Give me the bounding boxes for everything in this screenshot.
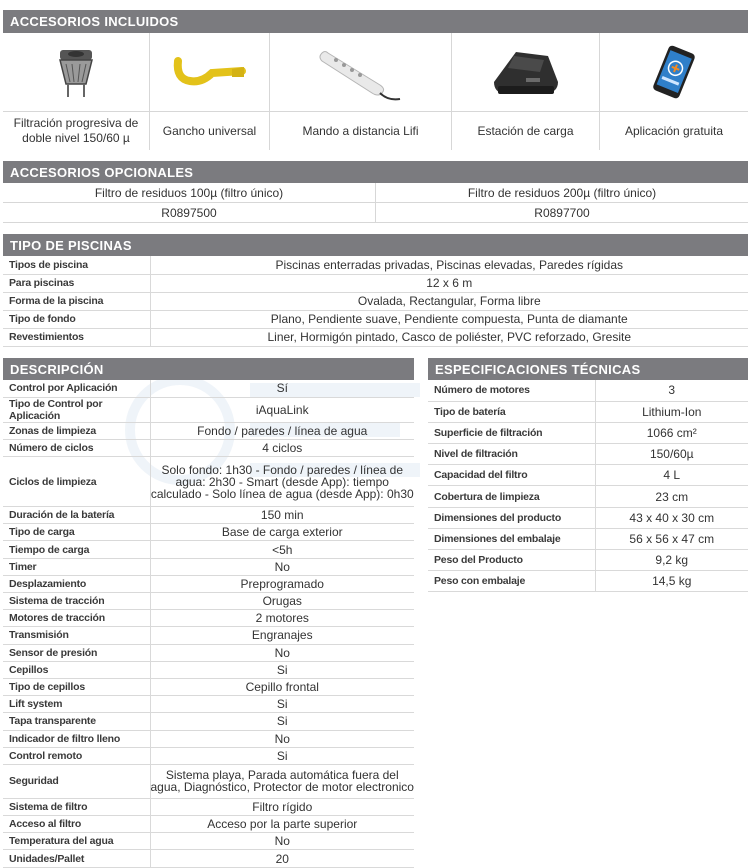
spec-row (3, 397, 414, 422)
spec-label: Duración de la batería (3, 507, 150, 524)
accessory-remote (270, 33, 452, 150)
spec-value: Lithium-Ion (595, 401, 748, 422)
spec-row (3, 696, 414, 713)
spec-value: 3 (595, 380, 748, 401)
spec-value: 1066 cm² (595, 422, 748, 443)
spec-value: Filtro rígido (150, 798, 414, 815)
spec-value: Fondo / paredes / línea de agua (150, 422, 414, 439)
technical-specs-header: ESPECIFICACIONES TÉCNICAS (428, 358, 748, 380)
spec-label: Tipo de carga (3, 524, 150, 541)
spec-row (3, 439, 414, 456)
spec-row (3, 713, 414, 730)
spec-value: Engranajes (150, 627, 414, 644)
spec-row (3, 524, 414, 541)
spec-label: Tipo de fondo (3, 310, 150, 328)
spec-row (3, 558, 414, 575)
spec-label: Tipo de cepillos (3, 678, 150, 695)
spec-value: 23 cm (595, 486, 748, 507)
spec-value: Si (150, 747, 414, 764)
spec-value: 43 x 40 x 30 cm (595, 507, 748, 528)
spec-value: Si (150, 713, 414, 730)
spec-row (428, 444, 748, 465)
spec-row (3, 816, 414, 833)
spec-row (428, 507, 748, 528)
spec-label: Revestimientos (3, 328, 150, 346)
spec-row (3, 310, 748, 328)
spec-value: 150 min (150, 507, 414, 524)
spec-label: Motores de tracción (3, 610, 150, 627)
spec-value: Si (150, 696, 414, 713)
spec-row (3, 627, 414, 644)
spec-row (3, 730, 414, 747)
accessory-app (600, 33, 748, 150)
spec-label: Transmisión (3, 627, 150, 644)
spec-label: Tapa transparente (3, 713, 150, 730)
spec-row (428, 465, 748, 486)
spec-label: Tipo de batería (428, 401, 595, 422)
included-accessories-header: ACCESORIOS INCLUIDOS (3, 10, 748, 33)
spec-value: iAquaLink (150, 397, 414, 422)
spec-row (3, 541, 414, 558)
spec-label: Desplazamiento (3, 575, 150, 592)
spec-row (3, 850, 414, 867)
spec-row (3, 593, 414, 610)
spec-row (3, 661, 414, 678)
spec-value: 4 ciclos (150, 439, 414, 456)
spec-label: Indicador de filtro lleno (3, 730, 150, 747)
accessory-label: Mando a distancia Lifi (302, 123, 419, 138)
spec-row (428, 422, 748, 443)
technical-specs-table (428, 380, 748, 592)
spec-label: Dimensiones del embalaje (428, 528, 595, 549)
remote-control-icon (270, 33, 451, 112)
spec-row (3, 422, 414, 439)
optional-item-name: Filtro de residuos 100µ (filtro único) (3, 183, 376, 202)
spec-value: Sí (150, 380, 414, 397)
spec-label: Forma de la piscina (3, 292, 150, 310)
spec-label: Número de motores (428, 380, 595, 401)
spec-label: Peso con embalaje (428, 571, 595, 592)
spec-label: Zonas de limpieza (3, 422, 150, 439)
optional-refs-row (3, 203, 748, 223)
optional-accessories-header: ACCESORIOS OPCIONALES (3, 161, 748, 183)
spec-value: Preprogramado (150, 575, 414, 592)
spec-row (3, 747, 414, 764)
spec-label: Timer (3, 558, 150, 575)
hook-icon (150, 33, 269, 112)
spec-label: Capacidad del filtro (428, 465, 595, 486)
spec-value: 20 (150, 850, 414, 867)
accessory-charging-station (452, 33, 600, 150)
spec-label: Sistema de filtro (3, 798, 150, 815)
accessory-label: Estación de carga (477, 123, 574, 138)
spec-label: Ciclos de limpieza (3, 457, 150, 507)
spec-value: No (150, 833, 414, 850)
spec-row (3, 274, 748, 292)
spec-row (3, 644, 414, 661)
spec-row (3, 328, 748, 346)
spec-value: 9,2 kg (595, 550, 748, 571)
spec-value: Si (150, 661, 414, 678)
spec-value: 12 x 6 m (150, 274, 748, 292)
spec-row (3, 678, 414, 695)
accessory-filter (3, 33, 150, 150)
spec-value: 150/60µ (595, 444, 748, 465)
spec-value: No (150, 644, 414, 661)
spec-value: Base de carga exterior (150, 524, 414, 541)
accessory-label: Gancho universal (162, 123, 257, 138)
spec-row (3, 610, 414, 627)
spec-row (3, 798, 414, 815)
spec-row (3, 507, 414, 524)
spec-row (3, 457, 414, 507)
optional-item-name: Filtro de residuos 200µ (filtro único) (467, 185, 657, 200)
spec-label: Sensor de presión (3, 644, 150, 661)
spec-label: Lift system (3, 696, 150, 713)
spec-row (3, 256, 748, 274)
spec-label: Número de ciclos (3, 439, 150, 456)
spec-label: Nivel de filtración (428, 444, 595, 465)
spec-row (428, 571, 748, 592)
spec-value: 56 x 56 x 47 cm (595, 528, 748, 549)
spec-label: Dimensiones del producto (428, 507, 595, 528)
optional-accessories-table (3, 183, 748, 223)
optional-item-ref: R0897700 (534, 205, 590, 220)
spec-value: Acceso por la parte superior (150, 816, 414, 833)
spec-label: Cobertura de limpieza (428, 486, 595, 507)
included-accessories-grid (3, 33, 748, 150)
charging-station-icon (452, 33, 599, 112)
spec-value: Liner, Hormigón pintado, Casco de poliéster, PVC reforzado, Gresite (150, 328, 748, 346)
spec-row (428, 528, 748, 549)
spec-row (3, 764, 414, 798)
spec-value: No (150, 558, 414, 575)
spec-row (428, 401, 748, 422)
spec-value: Orugas (150, 593, 414, 610)
spec-label: Unidades/Pallet (3, 850, 150, 867)
spec-value: No (150, 730, 414, 747)
spec-label: Temperatura del agua (3, 833, 150, 850)
filter-basket-icon (3, 33, 149, 112)
description-header: DESCRIPCIÓN (3, 358, 414, 380)
accessory-label: Filtración progresiva de doble nivel 150/60 µ (13, 116, 139, 145)
spec-label: Acceso al filtro (3, 816, 150, 833)
description-table (3, 380, 414, 868)
spec-label: Cepillos (3, 661, 150, 678)
spec-label: Tipo de Control por Aplicación (3, 397, 150, 422)
spec-value: 4 L (595, 465, 748, 486)
pool-type-header: TIPO DE PISCINAS (3, 234, 748, 256)
spec-value: <5h (150, 541, 414, 558)
spec-row (3, 292, 748, 310)
spec-value: Sistema playa, Parada automática fuera del agua, Diagnóstico, Protector de motor electronico (150, 764, 414, 798)
spec-row (428, 550, 748, 571)
accessory-label: Aplicación gratuita (624, 123, 724, 138)
spec-label: Para piscinas (3, 274, 150, 292)
spec-row (3, 575, 414, 592)
smartphone-app-icon (600, 33, 748, 112)
spec-label: Control remoto (3, 747, 150, 764)
spec-row (3, 380, 414, 397)
spec-row (428, 380, 748, 401)
spec-value: Solo fondo: 1h30 - Fondo / paredes / línea de agua: 2h30 - Smart (desde App): tiempo calculado - Solo línea de agua (desde App): 0h30 (150, 457, 414, 507)
spec-label: Superficie de filtración (428, 422, 595, 443)
pool-type-table (3, 256, 748, 347)
spec-row (428, 486, 748, 507)
spec-value: Piscinas enterradas privadas, Piscinas elevadas, Paredes rígidas (150, 256, 748, 274)
spec-value: Plano, Pendiente suave, Pendiente compuesta, Punta de diamante (150, 310, 748, 328)
accessory-hook (150, 33, 270, 150)
spec-value: Cepillo frontal (150, 678, 414, 695)
optional-item-ref: R0897500 (3, 203, 376, 222)
spec-label: Tiempo de carga (3, 541, 150, 558)
spec-value: Ovalada, Rectangular, Forma libre (150, 292, 748, 310)
spec-value: 14,5 kg (595, 571, 748, 592)
spec-label: Seguridad (3, 764, 150, 798)
spec-label: Tipos de piscina (3, 256, 150, 274)
spec-label: Sistema de tracción (3, 593, 150, 610)
spec-label: Control por Aplicación (3, 380, 150, 397)
optional-names-row (3, 183, 748, 203)
spec-value: 2 motores (150, 610, 414, 627)
spec-label: Peso del Producto (428, 550, 595, 571)
spec-row (3, 833, 414, 850)
